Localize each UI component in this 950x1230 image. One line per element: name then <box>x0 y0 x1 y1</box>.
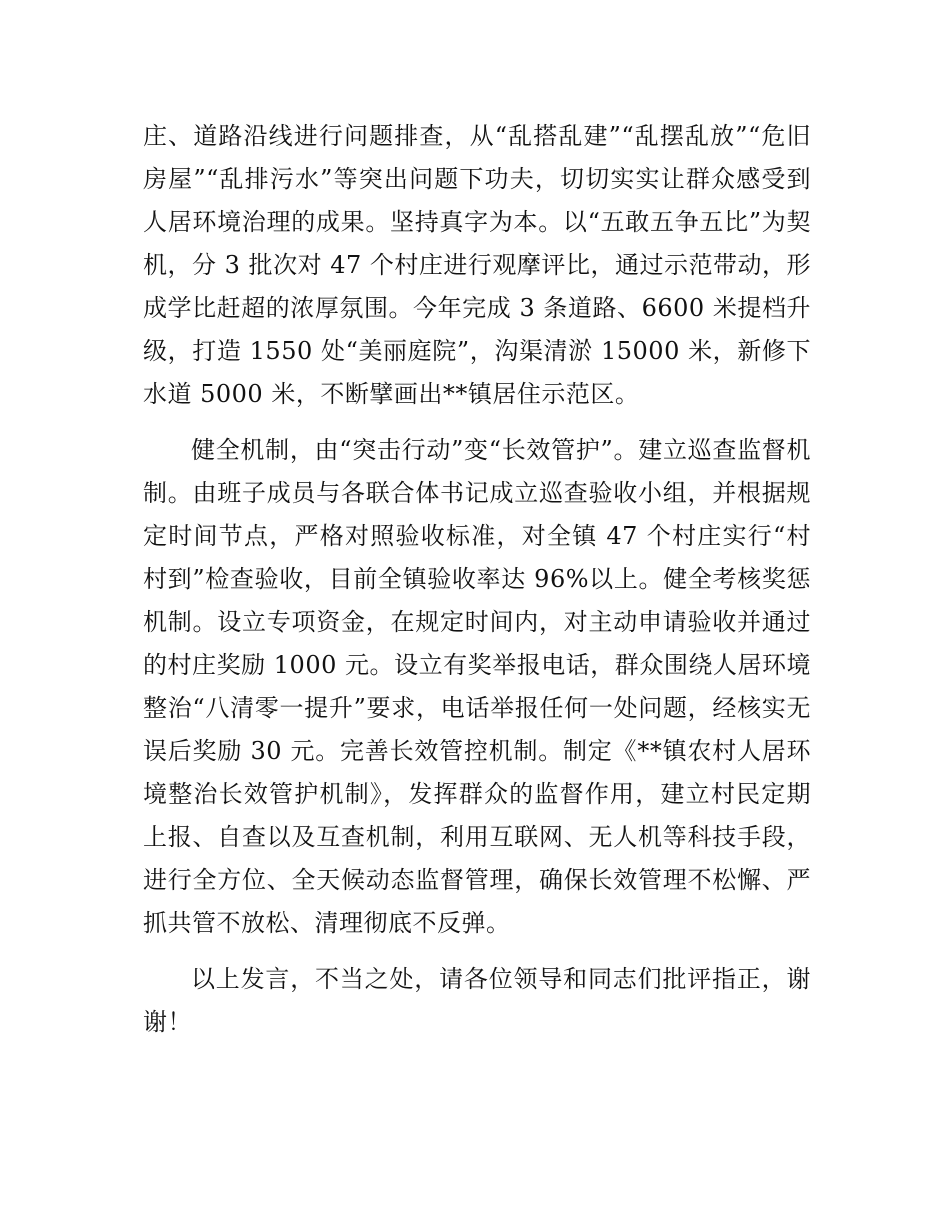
document-body <box>143 115 811 1044</box>
paragraph-continuation: 庄、道路沿线进行问题排查，从“乱搭乱建”“乱摆乱放”“危旧房屋”“乱排污水”等突出问题下功夫，切切实实让群众感受到人居环境治理的成果。坚持真字为本。以“五敢五争五比”为契机，分 3 批次对 47 个村庄进行观摩评比，通过示范带动，形成学比赶超的浓厚氛围。今年完成 3 条道路、6600 米提档升级，打造 1550 处“美丽庭院”，沟渠清淤 15000 米，新修下水道 5000 米，不断擘画出**镇居住示范区。 <box>143 122 811 408</box>
paragraph-closing: 以上发言，不当之处，请各位领导和同志们批评指正，谢谢！ <box>143 965 811 1036</box>
paragraph-mechanism: 健全机制，由“突击行动”变“长效管护”。建立巡查监督机制。由班子成员与各联合体书记成立巡查验收小组，并根据规定时间节点，严格对照验收标准，对全镇 47 个村庄实行“村村到”检查验收，目前全镇验收率达 96%以上。健全考核奖惩机制。设立专项资金，在规定时间内，对主动申请验收并通过的村庄奖励 1000 元。设立有奖举报电话，群众围绕人居环境整治“八清零一提升”要求，电话举报任何一处问题，经核实无误后奖励 30 元。完善长效管控机制。制定《**镇农村人居环境整治长效管护机制》，发挥群众的监督作用，建立村民定期上报、自查以及互查机制，利用互联网、无人机等科技手段，进行全方位、全天候动态监督管理，确保长效管理不松懈、严抓共管不放松、清理彻底不反弹。 <box>143 436 811 937</box>
